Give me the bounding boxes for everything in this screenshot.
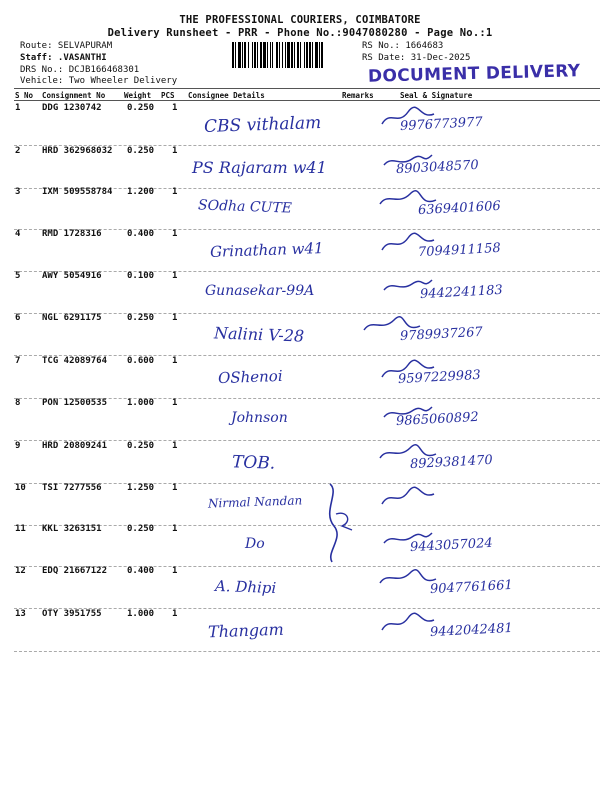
row-phone-handwriting: 9976773977: [399, 114, 484, 135]
row-sno: 2: [15, 146, 21, 156]
row-phone-handwriting: 9442042481: [429, 620, 514, 641]
row-phone-handwriting: 9443057024: [409, 535, 494, 556]
row-sno: 6: [15, 313, 21, 323]
row-phone-handwriting: 9865060892: [395, 409, 480, 430]
row-consignee-handwriting: OShenoi: [217, 366, 283, 388]
row-consignment-no: TCG 42089764: [42, 356, 108, 366]
row-consignee-handwriting: A. Dhipi: [214, 576, 277, 598]
barcode-image: [232, 42, 358, 68]
row-consignment-no: RMD 1728316: [42, 229, 102, 239]
row-consignee-handwriting: CBS vithalam: [203, 112, 322, 138]
row-consignment-no: KKL 3263151: [42, 524, 102, 534]
row-sno: 10: [15, 483, 26, 493]
col-sno: S No: [15, 91, 34, 100]
row-separator: [14, 525, 600, 526]
row-consignment-no: NGL 6291175: [42, 313, 102, 323]
row-weight: 0.100: [127, 271, 155, 281]
row-separator: [14, 313, 600, 314]
staff-label: Staff: .VASANTHI: [20, 53, 107, 63]
row-consignee-handwriting: TOB.: [231, 452, 276, 474]
row-phone-handwriting: 6369401606: [417, 198, 502, 219]
col-pcs: PCS: [161, 91, 175, 100]
row-separator: [14, 608, 600, 609]
row-weight: 1.000: [127, 609, 155, 619]
row-pcs: 1: [172, 566, 178, 576]
col-weight: Weight: [124, 91, 152, 100]
row-pcs: 1: [172, 483, 178, 493]
row-pcs: 1: [172, 146, 178, 156]
row-sno: 11: [15, 524, 26, 534]
row-pcs: 1: [172, 441, 178, 451]
row-consignee-handwriting: Nirmal Nandan: [207, 493, 303, 511]
row-consignee-handwriting: Nalini V-28: [213, 323, 305, 346]
row-signature-scribble: [378, 486, 438, 512]
row-sno: 13: [15, 609, 26, 619]
row-separator: [14, 271, 600, 272]
route-label: Route: SELVAPURAM: [20, 41, 113, 51]
row-consignee-handwriting: Johnson: [231, 410, 288, 426]
row-pcs: 1: [172, 229, 178, 239]
rs-number: RS No.: 1664683: [362, 41, 444, 51]
row-phone-handwriting: 8903048570: [395, 157, 480, 178]
drs-number: DRS No.: DCJB166468301: [20, 65, 140, 75]
row-phone-handwriting: 9047761661: [429, 577, 514, 598]
row-pcs: 1: [172, 271, 178, 281]
vehicle-label: Vehicle: Two Wheeler Delivery: [20, 76, 178, 86]
row-separator: [14, 651, 600, 652]
row-pcs: 1: [172, 524, 178, 534]
row-separator: [14, 483, 600, 484]
row-weight: 0.600: [127, 356, 155, 366]
row-pcs: 1: [172, 103, 178, 113]
row-pcs: 1: [172, 398, 178, 408]
row-weight: 1.000: [127, 398, 155, 408]
row-weight: 0.250: [127, 524, 155, 534]
row-sno: 12: [15, 566, 26, 576]
row-separator: [14, 229, 600, 230]
row-consignee-handwriting: SOdha CUTE: [197, 197, 293, 217]
row-weight: 1.250: [127, 483, 155, 493]
row-phone-handwriting: 9789937267: [399, 324, 484, 345]
row-consignee-handwriting: Do: [245, 536, 265, 552]
row-pcs: 1: [172, 356, 178, 366]
row-consignment-no: HRD 20809241: [42, 441, 108, 451]
row-consignment-no: EDQ 21667122: [42, 566, 108, 576]
row-consignee-handwriting: Grinathan w41: [209, 239, 324, 261]
row-sno: 9: [15, 441, 21, 451]
row-weight: 0.250: [127, 103, 155, 113]
row-consignment-no: AWY 5054916: [42, 271, 102, 281]
row-phone-handwriting: 8929381470: [409, 452, 494, 473]
row-weight: 0.250: [127, 313, 155, 323]
col-remarks: Remarks: [342, 91, 374, 100]
row-consignee-handwriting: Thangam: [207, 619, 285, 642]
row-consignment-no: PON 12500535: [42, 398, 108, 408]
row-pcs: 1: [172, 187, 178, 197]
row-consignment-no: DDG 1230742: [42, 103, 102, 113]
row-consignment-no: TSI 7277556: [42, 483, 102, 493]
row-consignment-no: OTY 3951755: [42, 609, 102, 619]
row-sno: 3: [15, 187, 21, 197]
company-title: THE PROFESSIONAL COURIERS, COIMBATORE: [179, 14, 421, 26]
row-phone-handwriting: 7094911158: [417, 240, 502, 261]
header-bottom-rule: [14, 100, 600, 101]
row-pcs: 1: [172, 313, 178, 323]
header-top-rule: [14, 88, 600, 89]
col-consignment: Consignment No: [42, 91, 106, 100]
row-consignment-no: HRD 362968032: [42, 146, 113, 156]
row-weight: 0.250: [127, 146, 155, 156]
row-phone-handwriting: 9442241183: [419, 282, 504, 303]
row-sno: 4: [15, 229, 21, 239]
row-pcs: 1: [172, 609, 178, 619]
row-sno: 1: [15, 103, 21, 113]
row-weight: 0.400: [127, 229, 155, 239]
document-delivery-stamp: DOCUMENT DELIVERY: [367, 61, 581, 87]
row-sno: 5: [15, 271, 21, 281]
row-consignee-handwriting: PS Rajaram w41: [192, 158, 327, 177]
row-weight: 1.200: [127, 187, 155, 197]
col-consignee: Consignee Details: [188, 91, 265, 100]
runsheet-subtitle: Delivery Runsheet - PRR - Phone No.:9047080280 - Page No.:1: [107, 27, 493, 39]
row-consignee-handwriting: Gunasekar-99A: [205, 283, 315, 299]
row-phone-handwriting: 9597229983: [397, 367, 482, 388]
row-weight: 0.250: [127, 441, 155, 451]
row-consignment-no: IXM 509558784: [42, 187, 113, 197]
col-seal-signature: Seal & Signature: [400, 91, 473, 100]
bracket-mark: [318, 482, 358, 564]
rs-date: RS Date: 31-Dec-2025: [362, 53, 471, 63]
row-sno: 8: [15, 398, 21, 408]
row-sno: 7: [15, 356, 21, 366]
row-weight: 0.400: [127, 566, 155, 576]
